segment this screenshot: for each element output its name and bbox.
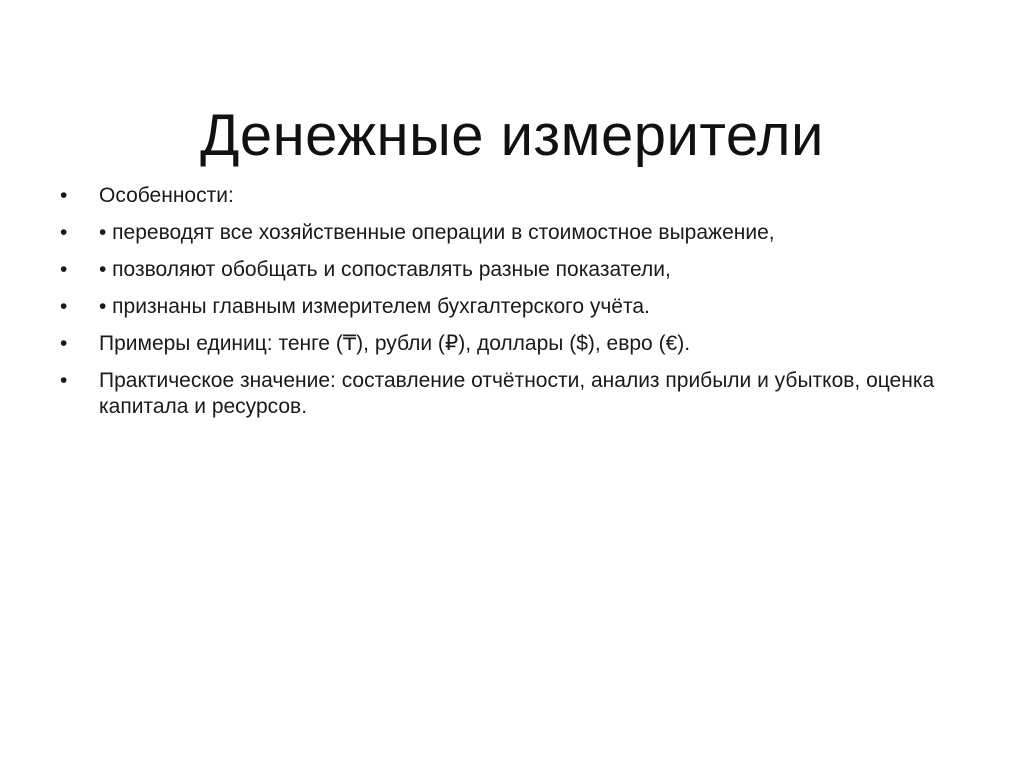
list-item — [60, 257, 980, 283]
slide-title: Денежные измерители — [200, 102, 824, 168]
list-item-text: Примеры единиц: тенге (₸), рубли (₽), доллары ($), евро (€). — [99, 332, 691, 355]
list-item — [60, 331, 980, 357]
list-item-text: • переводят все хозяйственные операции в стоимостное выражение, — [99, 221, 775, 244]
list-item-text: Практическое значение: составление отчётности, анализ прибыли и убытков, оценка капитала и ресурсов. — [99, 369, 935, 418]
list-item-text: • признаны главным измерителем бухгалтерского учёта. — [99, 295, 650, 318]
list-item — [60, 294, 980, 320]
bullet-list — [60, 183, 980, 431]
list-item — [60, 183, 980, 209]
bullet-icon: • — [60, 295, 68, 318]
bullet-icon: • — [60, 221, 68, 244]
bullet-icon: • — [60, 332, 68, 355]
list-item — [60, 220, 980, 246]
list-item-text: Особенности: — [99, 184, 234, 207]
bullet-icon: • — [60, 369, 68, 392]
bullet-icon: • — [60, 184, 68, 207]
bullet-icon: • — [60, 258, 68, 281]
list-item — [60, 368, 980, 420]
list-item-text: • позволяют обобщать и сопоставлять разные показатели, — [99, 258, 671, 281]
